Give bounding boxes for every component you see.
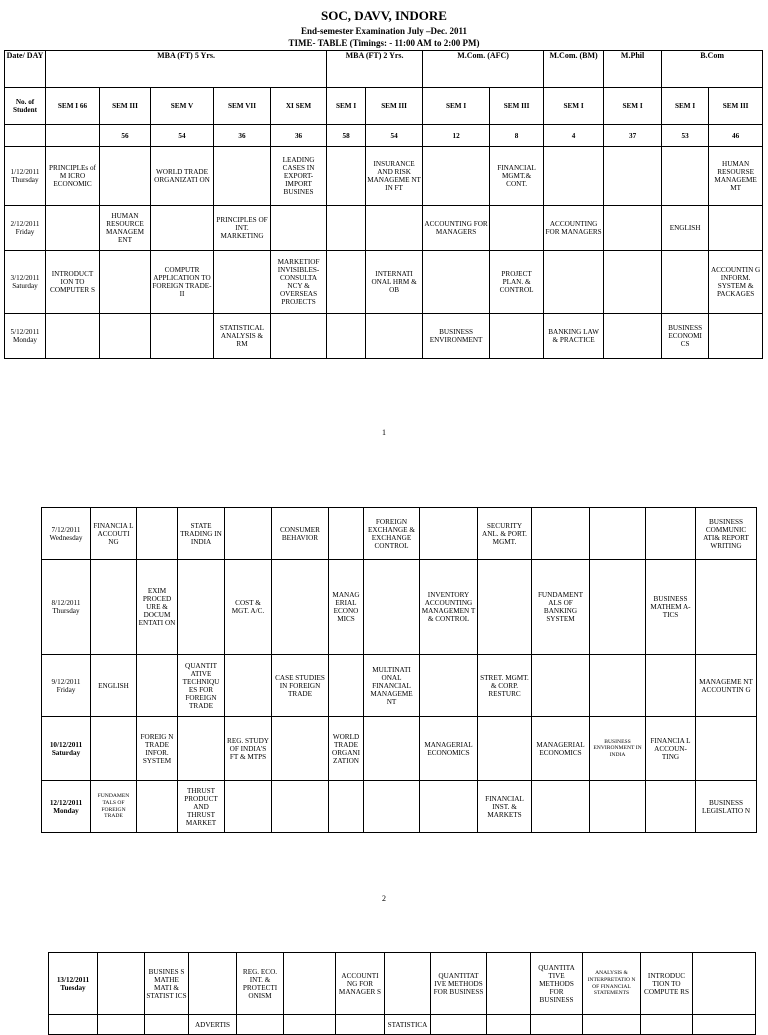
date-cell: 10/12/2011 Saturday xyxy=(42,717,91,781)
subject-cell xyxy=(431,1015,487,1035)
subject-cell: COMPUTR APPLICATION TO FOREIGN TRADE-II xyxy=(151,251,214,314)
subject-cell: PROJECT PLAN. & CONTROL xyxy=(490,251,544,314)
subject-cell: QUANTITAT IVE METHODS FOR BUSINESS xyxy=(431,953,487,1015)
subject-cell xyxy=(662,147,709,206)
schedule-row xyxy=(42,781,757,833)
schedule-row xyxy=(42,508,757,560)
subject-cell: BUSINESS ECONOMI CS xyxy=(662,314,709,359)
subject-cell xyxy=(327,147,366,206)
count-cell: 8 xyxy=(490,125,544,147)
subject-cell: ACCOUNTING FOR MANAGERS xyxy=(423,206,490,251)
subject-cell xyxy=(237,1015,284,1035)
timetable-2 xyxy=(41,507,757,833)
subject-cell: HUMAN RESOURCE MANAGEM ENT xyxy=(100,206,151,251)
subject-cell: MARKETIOF INVISIBLES-CONSULTA NCY & OVERSEAS PROJECTS xyxy=(271,251,327,314)
timetable-1 xyxy=(4,50,763,359)
subject-cell xyxy=(490,206,544,251)
exam-subtitle: End-semester Examination July –Dec. 2011 xyxy=(300,26,468,36)
subject-cell: CASE STUDIES IN FOREIGN TRADE xyxy=(272,655,329,717)
subject-cell: STATISTICAL ANALYSIS & RM xyxy=(214,314,271,359)
subject-cell: BUSINESS COMMUNIC ATI& REPORT WRITING xyxy=(696,508,757,560)
subject-cell xyxy=(151,206,214,251)
subject-cell xyxy=(272,781,329,833)
subject-cell xyxy=(284,1015,336,1035)
page-number: 2 xyxy=(382,894,386,903)
count-cell: 12 xyxy=(423,125,490,147)
subject-cell: BUSINES S MATHE MATI & STATIST ICS xyxy=(145,953,189,1015)
subject-cell xyxy=(151,314,214,359)
subject-cell xyxy=(46,314,100,359)
subject-cell xyxy=(366,314,423,359)
subject-cell xyxy=(646,781,696,833)
subject-cell xyxy=(329,781,364,833)
page-number: 1 xyxy=(382,428,386,437)
sem-cell: SEM III xyxy=(366,88,423,125)
subject-cell xyxy=(366,206,423,251)
subject-cell: FINANCIA L ACCOUN-TING xyxy=(646,717,696,781)
date-cell: 13/12/2011 Tuesday xyxy=(49,953,98,1015)
schedule-row xyxy=(5,206,763,251)
count-cell: 36 xyxy=(271,125,327,147)
subject-cell xyxy=(178,717,225,781)
sem-cell: SEM VII xyxy=(214,88,271,125)
subject-cell: STATE TRADING IN INDIA xyxy=(178,508,225,560)
subject-cell xyxy=(709,206,763,251)
subject-cell: HUMAN RESOURSE MANAGEME MT xyxy=(709,147,763,206)
subject-cell xyxy=(364,781,420,833)
subject-cell xyxy=(590,508,646,560)
subject-cell xyxy=(327,251,366,314)
subject-cell xyxy=(272,560,329,655)
sem-cell: XI SEM xyxy=(271,88,327,125)
schedule-row xyxy=(5,251,763,314)
subject-cell xyxy=(271,314,327,359)
count-cell: 4 xyxy=(544,125,604,147)
subject-cell: REG. STUDY OF INDIA'S FT & MTPS xyxy=(225,717,272,781)
schedule-row xyxy=(42,560,757,655)
timetable-3 xyxy=(48,952,756,1035)
subject-cell: QUANTIT ATIVE TECHNIQU ES FOR FOREIGN TRADE xyxy=(178,655,225,717)
subject-cell xyxy=(100,147,151,206)
schedule-row xyxy=(5,314,763,359)
subject-cell xyxy=(329,655,364,717)
subject-cell xyxy=(420,655,478,717)
subject-cell: ADVERTIS xyxy=(189,1015,237,1035)
subject-cell xyxy=(532,508,590,560)
subject-cell: PRINCIPLEs of M ICRO ECONOMIC xyxy=(46,147,100,206)
subject-cell: PRINCIPLES OF INT. MARKETING xyxy=(214,206,271,251)
subject-cell xyxy=(327,314,366,359)
count-cell xyxy=(46,125,100,147)
subject-cell xyxy=(98,1015,145,1035)
subject-cell: BANKING LAW & PRACTICE xyxy=(544,314,604,359)
sem-cell: SEM I 66 xyxy=(46,88,100,125)
subject-cell xyxy=(100,314,151,359)
subject-cell xyxy=(329,508,364,560)
subject-cell xyxy=(225,508,272,560)
subject-cell xyxy=(178,560,225,655)
subject-cell: ANALYSIS & INTERPRETATIO N OF FINANCIAL STATEMENTS xyxy=(583,953,641,1015)
subject-cell xyxy=(423,251,490,314)
subject-cell xyxy=(646,508,696,560)
subject-cell xyxy=(364,717,420,781)
subject-cell xyxy=(284,953,336,1015)
date-cell: 1/12/2011 Thursday xyxy=(5,147,46,206)
subject-cell xyxy=(662,251,709,314)
subject-cell: INSURANCE AND RISK MANAGEME NT IN FT xyxy=(366,147,423,206)
subject-cell: BUSINESS MATHEM A-TICS xyxy=(646,560,696,655)
subject-cell xyxy=(532,781,590,833)
subject-cell xyxy=(583,1015,641,1035)
subject-cell: ACCOUNTI NG FOR MANAGER S xyxy=(336,953,385,1015)
bcom-header: B.Com xyxy=(662,51,763,88)
subject-cell xyxy=(478,717,532,781)
sem-cell: SEM I xyxy=(662,88,709,125)
subject-cell xyxy=(225,655,272,717)
subject-cell xyxy=(693,1015,756,1035)
page-title: SOC, DAVV, INDORE xyxy=(321,8,447,23)
subject-cell: FUNDAMENT ALS OF BANKING SYSTEM xyxy=(532,560,590,655)
subject-cell: WORLD TRADE ORGANI ZATION xyxy=(329,717,364,781)
subject-cell xyxy=(327,206,366,251)
subject-cell xyxy=(590,655,646,717)
subject-cell xyxy=(214,147,271,206)
subject-cell: INTERNATI ONAL HRM & OB xyxy=(366,251,423,314)
subject-cell xyxy=(544,147,604,206)
subject-cell xyxy=(604,251,662,314)
sem-cell: SEM I xyxy=(544,88,604,125)
subject-cell xyxy=(544,251,604,314)
schedule-row xyxy=(42,717,757,781)
subject-cell xyxy=(98,953,145,1015)
subject-cell: ENGLISH xyxy=(662,206,709,251)
subject-cell xyxy=(271,206,327,251)
subject-cell xyxy=(272,717,329,781)
subject-cell xyxy=(604,147,662,206)
subject-cell xyxy=(214,251,271,314)
date-cell: 8/12/2011 Thursday xyxy=(42,560,91,655)
subject-cell: ENGLISH xyxy=(91,655,137,717)
table1-body xyxy=(5,147,763,359)
count-cell: 54 xyxy=(151,125,214,147)
mba-5yrs-header: MBA (FT) 5 Yrs. xyxy=(46,51,327,88)
subject-cell: BUSINESS LEGISLATIO N xyxy=(696,781,757,833)
date-cell xyxy=(49,1015,98,1035)
subject-cell xyxy=(137,781,178,833)
count-cell: 37 xyxy=(604,125,662,147)
subject-cell xyxy=(709,314,763,359)
subject-cell xyxy=(693,953,756,1015)
subject-cell: FINANCIAL MGMT.& CONT. xyxy=(490,147,544,206)
sem-cell: SEM V xyxy=(151,88,214,125)
group-header-row xyxy=(5,51,763,88)
date-cell: 2/12/2011 Friday xyxy=(5,206,46,251)
subject-cell: STATISTICA xyxy=(385,1015,431,1035)
subject-cell xyxy=(364,560,420,655)
subject-cell xyxy=(91,717,137,781)
subject-cell xyxy=(487,1015,531,1035)
schedule-row xyxy=(42,655,757,717)
subject-cell: REG. ECO. INT. & PROTECTI ONISM xyxy=(237,953,284,1015)
subject-cell xyxy=(696,560,757,655)
subject-cell xyxy=(420,508,478,560)
subject-cell: COST & MGT. A/C. xyxy=(225,560,272,655)
count-cell xyxy=(5,125,46,147)
subject-cell xyxy=(46,206,100,251)
subject-cell xyxy=(590,560,646,655)
table3-body xyxy=(49,953,756,1035)
schedule-row xyxy=(5,147,763,206)
subject-cell: MANAG ERIAL ECONO MICS xyxy=(329,560,364,655)
subject-cell xyxy=(385,953,431,1015)
date-cell: 3/12/2011 Saturday xyxy=(5,251,46,314)
mcom-bm-header: M.Com. (BM) xyxy=(544,51,604,88)
subject-cell xyxy=(91,560,137,655)
student-count-row xyxy=(5,125,763,147)
subject-cell xyxy=(225,781,272,833)
mphil-header: M.Phil xyxy=(604,51,662,88)
subject-cell xyxy=(420,781,478,833)
subject-cell: FOREIGN EXCHANGE & EXCHANGE CONTROL xyxy=(364,508,420,560)
exam-timing: TIME- TABLE (Timings: - 11:00 AM to 2:00 PM) xyxy=(288,38,480,48)
subject-cell xyxy=(137,655,178,717)
subject-cell: SECURITY ANL. & PORT. MGMT. xyxy=(478,508,532,560)
subject-cell: FOREIG N TRADE INFOR. SYSTEM xyxy=(137,717,178,781)
subject-cell: QUANTITA TIVE METHODS FOR BUSINESS xyxy=(531,953,583,1015)
sem-cell: SEM I xyxy=(327,88,366,125)
subject-cell: MULTINATI ONAL FINANCIAL MANAGEME NT xyxy=(364,655,420,717)
subject-cell: FINANCIAL INST. & MARKETS xyxy=(478,781,532,833)
subject-cell xyxy=(423,147,490,206)
sem-cell: SEM III xyxy=(490,88,544,125)
subject-cell: FUNDAMEN TALS OF FOREIGN TRADE xyxy=(91,781,137,833)
date-cell: 12/12/2011 Monday xyxy=(42,781,91,833)
subject-cell: INTRODUC TION TO COMPUTE RS xyxy=(641,953,693,1015)
semester-row xyxy=(5,88,763,125)
subject-cell: MANAGERIAL ECONOMICS xyxy=(532,717,590,781)
subject-cell: BUSINESS ENVIRONMENT xyxy=(423,314,490,359)
subject-cell xyxy=(189,953,237,1015)
subject-cell xyxy=(531,1015,583,1035)
subject-cell: WORLD TRADE ORGANIZATI ON xyxy=(151,147,214,206)
subject-cell xyxy=(137,508,178,560)
subject-cell xyxy=(490,314,544,359)
subject-cell: CONSUMER BEHAVIOR xyxy=(272,508,329,560)
count-cell: 54 xyxy=(366,125,423,147)
subject-cell: ACCOUNTING FOR MANAGERS xyxy=(544,206,604,251)
sem-cell: SEM I xyxy=(604,88,662,125)
subject-cell xyxy=(604,314,662,359)
subject-cell xyxy=(145,1015,189,1035)
table2-body xyxy=(42,508,757,833)
sem-cell: SEM III xyxy=(100,88,151,125)
subject-cell: EXIM PROCED URE & DOCUM ENTATI ON xyxy=(137,560,178,655)
subject-cell xyxy=(532,655,590,717)
subject-cell xyxy=(590,781,646,833)
sem-cell: SEM III xyxy=(709,88,763,125)
subject-cell: INVENTORY ACCOUNTING MANAGEMEN T & CONTROL xyxy=(420,560,478,655)
subject-cell: MANAGEME NT ACCOUNTIN G xyxy=(696,655,757,717)
count-cell: 58 xyxy=(327,125,366,147)
subject-cell xyxy=(641,1015,693,1035)
count-cell: 46 xyxy=(709,125,763,147)
date-cell: 7/12/2011 Wednesday xyxy=(42,508,91,560)
subject-cell xyxy=(696,717,757,781)
count-cell: 56 xyxy=(100,125,151,147)
mba-2yrs-header: MBA (FT) 2 Yrs. xyxy=(327,51,423,88)
subject-cell: BUSINESS ENVIRONMENT IN INDIA xyxy=(590,717,646,781)
subject-cell: FINANCIA L ACCOUTI NG xyxy=(91,508,137,560)
subject-cell: THRUST PRODUCT AND THRUST MARKET xyxy=(178,781,225,833)
mcom-afc-header: M.Com. (AFC) xyxy=(423,51,544,88)
subject-cell: MANAGERIAL ECONOMICS xyxy=(420,717,478,781)
subject-cell xyxy=(336,1015,385,1035)
date-day-header: Date/ DAY xyxy=(5,51,46,88)
schedule-row xyxy=(49,953,756,1015)
subject-cell xyxy=(100,251,151,314)
subject-cell: LEADING CASES IN EXPORT-IMPORT BUSINES xyxy=(271,147,327,206)
count-cell: 53 xyxy=(662,125,709,147)
subject-cell xyxy=(478,560,532,655)
subject-cell xyxy=(646,655,696,717)
date-cell: 5/12/2011 Monday xyxy=(5,314,46,359)
subject-cell: STRET. MGMT. & CORP. RESTURC xyxy=(478,655,532,717)
subject-cell xyxy=(604,206,662,251)
count-cell: 36 xyxy=(214,125,271,147)
subject-cell: INTRODUCT ION TO COMPUTER S xyxy=(46,251,100,314)
subject-cell: ACCOUNTIN G INFORM. SYSTEM & PACKAGES xyxy=(709,251,763,314)
sem-cell: No. of Student xyxy=(5,88,46,125)
sem-cell: SEM I xyxy=(423,88,490,125)
date-cell: 9/12/2011 Friday xyxy=(42,655,91,717)
subject-cell xyxy=(487,953,531,1015)
schedule-row xyxy=(49,1015,756,1035)
